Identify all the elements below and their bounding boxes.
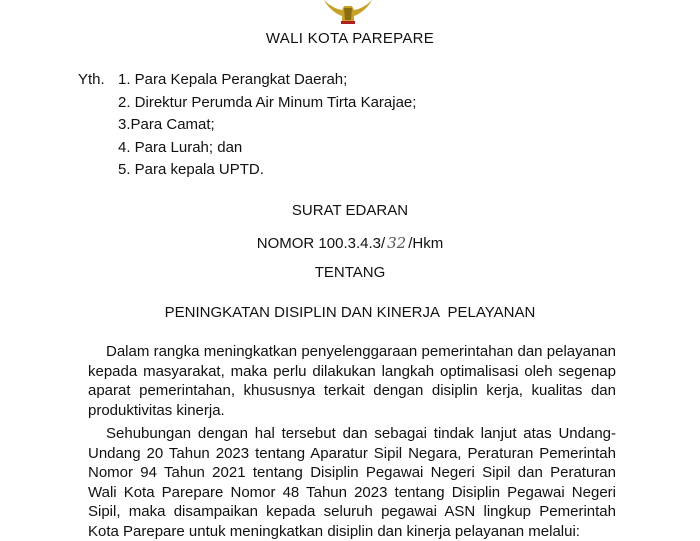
- salutation-label: Yth.: [78, 71, 105, 88]
- body-paragraph: [88, 342, 616, 420]
- recipient-item: 1. Para Kepala Perangkat Daerah;: [118, 71, 348, 88]
- recipient-item: 3.Para Camat;: [118, 116, 215, 133]
- recipient-item: 2. Direktur Perumda Air Minum Tirta Karajae;: [118, 93, 417, 111]
- recipient-list: [118, 71, 416, 184]
- body-paragraph: [88, 424, 616, 541]
- document-number-prefix: NOMOR 100.3.4.3/: [256, 235, 386, 252]
- document-number-suffix: /Hkm: [408, 235, 444, 252]
- document-heading: SURAT EDARAN: [291, 202, 409, 219]
- document-number: [0, 234, 700, 252]
- recipient-item: 5. Para kepala UPTD.: [118, 161, 264, 178]
- document-subject: PENINGKATAN DISIPLIN DAN KINERJA PELAYANAN: [164, 304, 536, 321]
- recipient-item: 4. Para Lurah; dan: [118, 138, 243, 156]
- issuer-title: WALI KOTA PAREPARE: [265, 30, 435, 47]
- document-number-handwritten: 32: [387, 234, 407, 252]
- about-label: TENTANG: [314, 264, 386, 281]
- body-paragraph-text: Dalam rangka meningkatkan penyelenggaraan pemerintahan dan pelayanan kepada masyarakat, maka perlu dilakukan langkah optimalisasi oleh segenap aparat pemerintahan, khususnya terkait dengan disiplin kerja, kualitas dan produktivitas kinerja.: [88, 343, 616, 419]
- garuda-emblem-icon: [318, 0, 378, 24]
- body-paragraph-text: Sehubungan dengan hal tersebut dan sebagai tindak lanjut atas Undang-Undang 20 Tahun 2023 tentang Aparatur Sipil Negara, Peraturan Pemerintah Nomor 94 Tahun 2021 tentang Disiplin Pegawai Negeri Sipil dan Peraturan Wali Kota Parepare Nomor 48 Tahun 2023 tentang Disiplin Pegawai Negeri Sipil, maka disampaikan kepada seluruh pegawai ASN lingkup Pemerintah Kota Parepare untuk meningkatkan disiplin dan kinerja pelayanan melalui:: [88, 425, 616, 540]
